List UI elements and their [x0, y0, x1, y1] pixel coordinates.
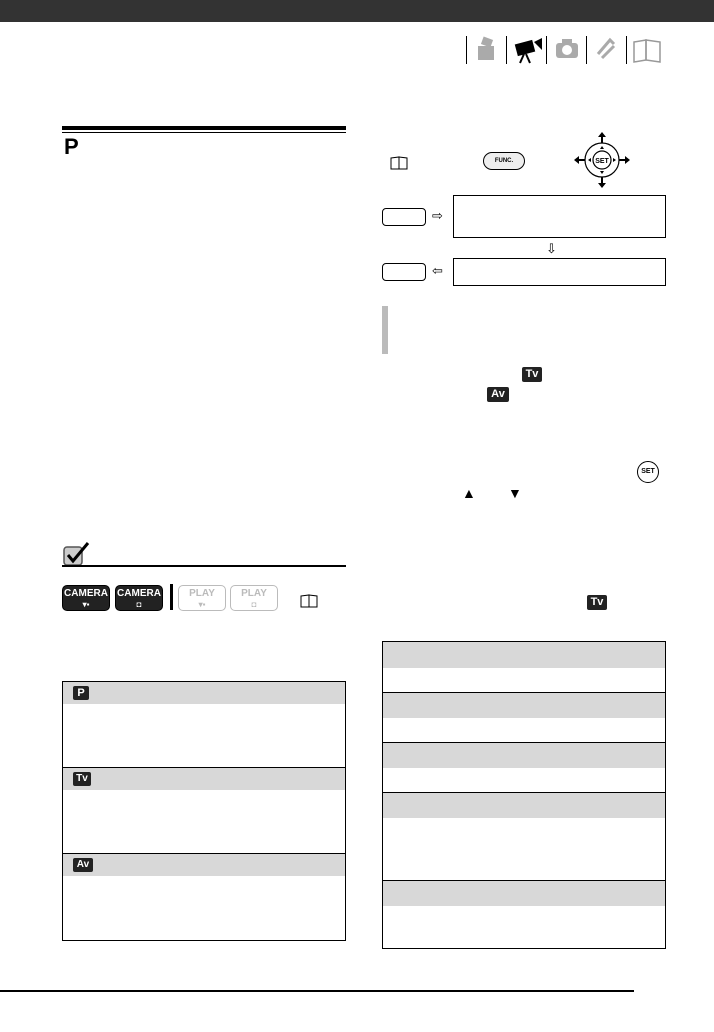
flow-arrow-left: ⇦	[432, 263, 443, 278]
flow-arrow-right: ⇨	[432, 208, 443, 223]
table-row-header	[63, 682, 345, 704]
mode-button-label: PLAY	[189, 588, 215, 599]
table-row-header	[383, 793, 665, 818]
mode-button-camera-movie[interactable]	[62, 585, 110, 611]
photo-camera-icon[interactable]	[550, 34, 588, 64]
heading-rule	[62, 126, 346, 130]
mode-button-label: PLAY	[241, 588, 267, 599]
mode-button-label: CAMERA	[64, 588, 108, 599]
table-row-header	[383, 743, 665, 768]
down-arrow-icon: ▼	[508, 485, 522, 501]
photo-mode-icon: ◘	[251, 600, 257, 609]
flow-step-box	[453, 195, 666, 238]
table-row-header	[383, 881, 665, 906]
heading-rule-thin	[62, 132, 346, 133]
photo-mode-icon: ◘	[136, 600, 142, 609]
set-button-icon: SET	[637, 461, 659, 483]
table-row-header	[383, 693, 665, 718]
joystick-icon[interactable]	[574, 132, 630, 188]
icon-separator	[466, 36, 467, 64]
icon-separator	[506, 36, 507, 64]
footer-rule	[0, 990, 634, 992]
icon-separator	[586, 36, 587, 64]
flow-end-key	[382, 263, 426, 281]
tv-badge: Tv	[73, 772, 91, 786]
section-rule	[62, 565, 346, 567]
top-bar	[0, 0, 714, 22]
icon-separator	[626, 36, 627, 64]
book-icon	[390, 156, 408, 175]
shutter-table	[382, 641, 666, 949]
book-icon[interactable]	[630, 34, 668, 64]
program-badge: P	[73, 686, 89, 700]
mode-divider	[170, 584, 173, 610]
movie-mode-icon: ▾▪	[82, 600, 90, 609]
mode-button-camera-photo[interactable]	[115, 585, 163, 611]
book-icon	[300, 594, 318, 613]
set-label: SET	[595, 158, 609, 165]
mode-button-play-photo[interactable]	[230, 585, 278, 611]
program-mode-glyph: P	[64, 134, 79, 159]
tv-badge: Tv	[587, 595, 607, 610]
movie-mode-icon: ▾▪	[198, 600, 206, 609]
checklist-icon	[62, 541, 92, 567]
flow-result-box	[453, 258, 666, 286]
easy-icon[interactable]	[470, 34, 508, 64]
up-arrow-icon: ▲	[462, 485, 476, 501]
tv-badge: Tv	[522, 367, 542, 382]
subheading-bar	[382, 306, 388, 354]
table-row-header	[63, 854, 345, 876]
icon-separator	[546, 36, 547, 64]
func-button[interactable]: FUNC.	[483, 152, 525, 170]
movie-camera-icon[interactable]	[510, 34, 548, 64]
mode-button-play-movie[interactable]	[178, 585, 226, 611]
flow-arrow-down: ⇩	[546, 241, 557, 256]
flow-start-key	[382, 208, 426, 226]
transfer-icon[interactable]	[590, 34, 628, 64]
table-row-header	[383, 642, 665, 668]
mode-table	[62, 681, 346, 941]
av-badge: Av	[487, 387, 509, 402]
table-row-header	[63, 768, 345, 790]
av-badge: Av	[73, 858, 93, 872]
mode-button-label: CAMERA	[117, 588, 161, 599]
chapter-icon-strip	[466, 34, 666, 64]
